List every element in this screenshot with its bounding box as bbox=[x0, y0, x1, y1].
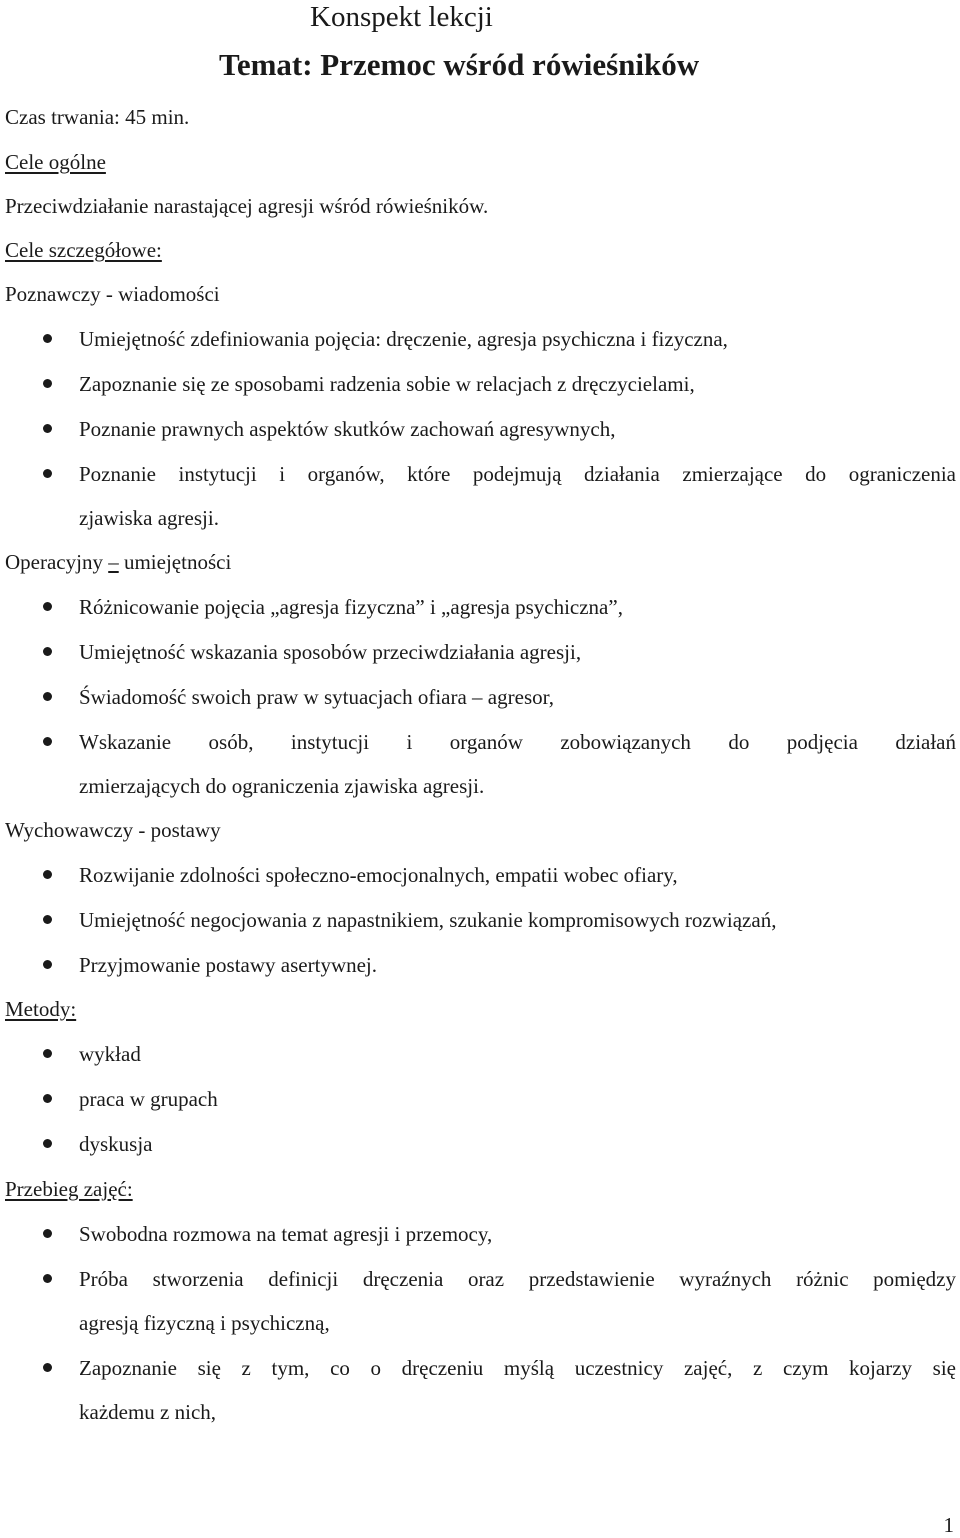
bullet-icon bbox=[43, 1049, 52, 1058]
list-item-continuation: zjawiska agresji. bbox=[79, 506, 219, 530]
bullet-icon bbox=[43, 692, 52, 701]
general-goals-heading: Cele ogólne bbox=[5, 150, 106, 174]
cognitive-heading: Poznawczy - wiadomości bbox=[5, 282, 220, 306]
bullet-icon bbox=[43, 1139, 52, 1148]
bullet-icon bbox=[43, 960, 52, 969]
list-item: dyskusja bbox=[79, 1132, 153, 1156]
list-item: wykład bbox=[79, 1042, 141, 1066]
operational-heading-text: Operacyjny – umiejętności bbox=[5, 550, 232, 574]
list-item-continuation: każdemu z nich, bbox=[79, 1400, 217, 1424]
bullet-icon bbox=[43, 915, 52, 924]
list-item: Zapoznanie się z tym, co o dręczeniu myślą uczestnicy zajęć, z czym kojarzy się bbox=[79, 1356, 956, 1380]
document-subtitle: Konspekt lekcji bbox=[310, 1, 493, 33]
bullet-icon bbox=[43, 737, 52, 746]
list-item: Umiejętność negocjowania z napastnikiem, szukanie kompromisowych rozwiązań, bbox=[79, 908, 777, 932]
bullet-icon bbox=[43, 469, 52, 478]
list-item: Rozwijanie zdolności społeczno-emocjonalnych, empatii wobec ofiary, bbox=[79, 863, 678, 887]
methods-heading: Metody: bbox=[5, 997, 77, 1021]
general-goals-text: Przeciwdziałanie narastającej agresji wśród rówieśników. bbox=[5, 194, 489, 218]
list-item: Świadomość swoich praw w sytuacjach ofiara – agresor, bbox=[79, 685, 555, 709]
educational-heading: Wychowawczy - postawy bbox=[5, 818, 221, 842]
list-item: praca w grupach bbox=[79, 1087, 218, 1111]
bullet-icon bbox=[43, 1094, 52, 1103]
duration-text: Czas trwania: 45 min. bbox=[5, 105, 190, 129]
bullet-icon bbox=[43, 1363, 52, 1372]
bullet-icon bbox=[43, 602, 52, 611]
list-item-continuation: zmierzających do ograniczenia zjawiska agresji. bbox=[79, 774, 485, 798]
list-item: Wskazanie osób, instytucji i organów zobowiązanych do podjęcia działań bbox=[79, 730, 956, 754]
bullet-icon bbox=[43, 870, 52, 879]
course-heading: Przebieg zajęć: bbox=[5, 1177, 133, 1201]
specific-goals-heading: Cele szczegółowe: bbox=[5, 238, 162, 262]
operational-heading bbox=[5, 549, 231, 575]
document-title: Temat: Przemoc wśród rówieśników bbox=[219, 47, 700, 82]
bullet-icon bbox=[43, 424, 52, 433]
list-item: Różnicowanie pojęcia „agresja fizyczna” i „agresja psychiczna”, bbox=[79, 595, 623, 619]
bullet-icon bbox=[43, 379, 52, 388]
list-item-continuation: agresją fizyczną i psychiczną, bbox=[79, 1311, 330, 1335]
list-item: Przyjmowanie postawy asertywnej. bbox=[79, 953, 378, 977]
list-item: Próba stworzenia definicji dręczenia oraz przedstawienie wyraźnych różnic pomiędzy bbox=[79, 1267, 956, 1291]
list-item: Swobodna rozmowa na temat agresji i przemocy, bbox=[79, 1222, 493, 1246]
page-number: 1 bbox=[943, 1513, 954, 1537]
list-item: Umiejętność zdefiniowania pojęcia: dręczenie, agresja psychiczna i fizyczna, bbox=[79, 327, 728, 351]
bullet-icon bbox=[43, 1229, 52, 1238]
list-item: Poznanie instytucji i organów, które podejmują działania zmierzające do ograniczenia bbox=[79, 462, 956, 486]
bullet-icon bbox=[43, 1274, 52, 1283]
bullet-icon bbox=[43, 334, 52, 343]
bullet-icon bbox=[43, 647, 52, 656]
list-item: Zapoznanie się ze sposobami radzenia sobie w relacjach z dręczycielami, bbox=[79, 372, 695, 396]
list-item: Umiejętność wskazania sposobów przeciwdziałania agresji, bbox=[79, 640, 582, 664]
list-item: Poznanie prawnych aspektów skutków zachowań agresywnych, bbox=[79, 417, 616, 441]
